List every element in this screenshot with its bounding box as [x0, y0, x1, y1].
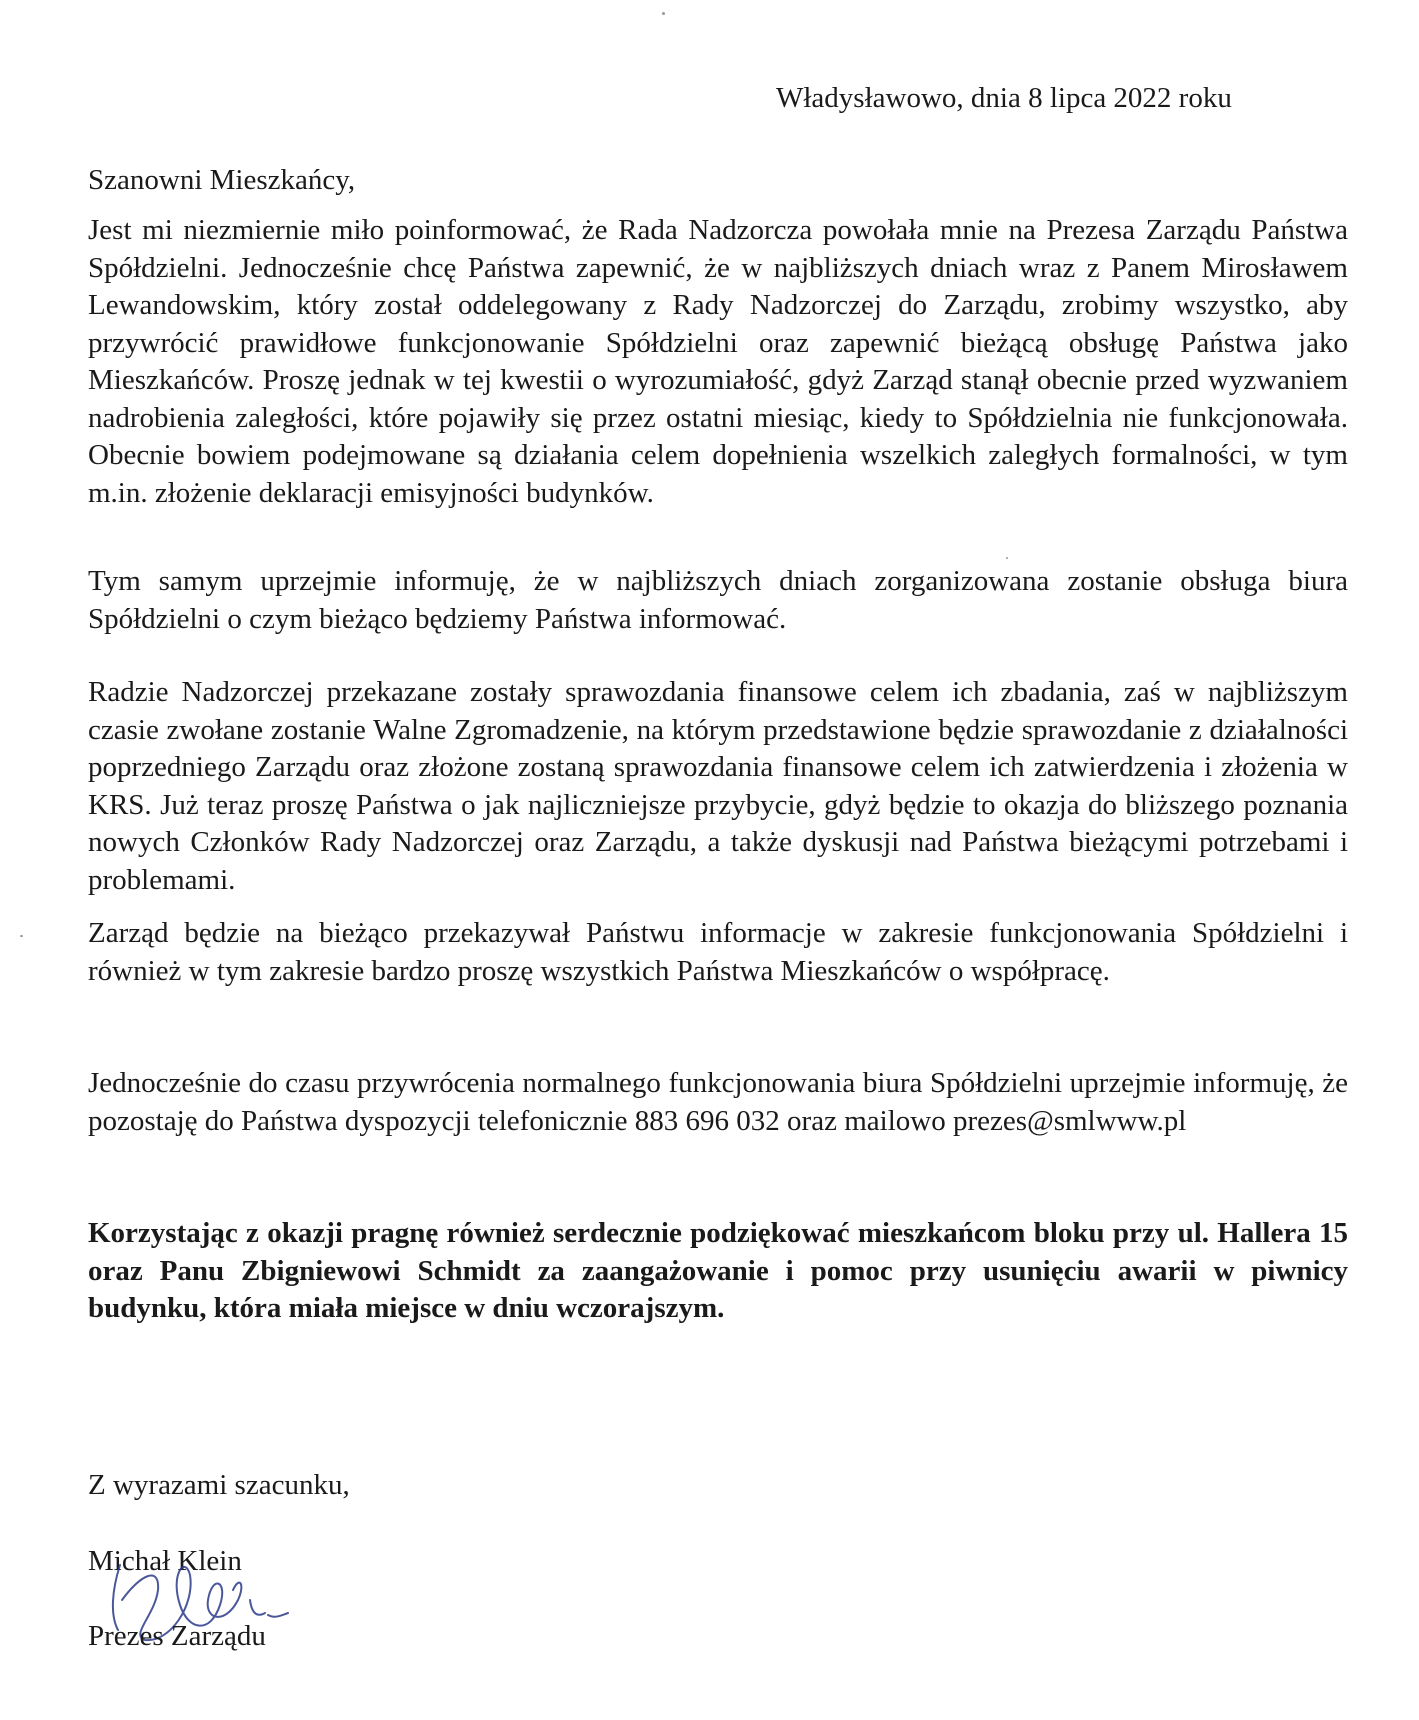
paragraph-general-meeting: Radzie Nadzorczej przekazane zostały sprawozdania finansowe celem ich zbadania, zaś w najbliższym czasie zwołane zostanie Walne Zgromadzenie, na którym przedstawione będzie sprawozdanie z działalności poprzedniego Zarządu oraz złożone zostaną sprawozdania finansowe celem ich zatwierdzenia i złożenia w KRS. Już teraz proszę Państwa o jak najliczniejsze przybycie, gdyż będzie to okazja do bliższego poznania nowych Członków Rady Nadzorczej oraz Zarządu, a także dyskusji nad Państwa bieżącymi potrzebami i problemami.: [88, 676, 1348, 896]
paragraph-cooperation: Zarząd będzie na bieżąco przekazywał Państwu informacje w zakresie funkcjonowania Spółdzielni i również w tym zakresie bardzo proszę wszystkich Państwa Mieszkańców o współpracę.: [88, 917, 1348, 987]
paragraph-1-container: [88, 212, 1348, 512]
paragraph-2-container: [88, 563, 1348, 638]
paragraph-office-service: Tym samym uprzejmie informuję, że w najbliższych dniach zorganizowana zostanie obsługa biura Spółdzielni o czym bieżąco będziemy Państwa informować.: [88, 565, 1348, 635]
closing-phrase: Z wyrazami szacunku,: [88, 1469, 350, 1501]
signatory-name: Michał Klein: [88, 1545, 242, 1577]
salutation: Szanowni Mieszkańcy,: [88, 164, 356, 196]
scan-speck: [1006, 557, 1008, 559]
signatory-title: Prezes Zarządu: [88, 1620, 266, 1652]
paragraph-4-container: [88, 915, 1348, 990]
scan-speck: [20, 935, 23, 937]
paragraph-contact: Jednocześnie do czasu przywrócenia normalnego funkcjonowania biura Spółdzielni uprzejmie informuję, że pozostaję do Państwa dyspozycji telefonicznie 883 696 032 oraz mailowo prezes@smlwww.pl: [88, 1067, 1348, 1137]
scan-speck: [662, 12, 665, 15]
date-line: Władysławowo, dnia 8 lipca 2022 roku: [776, 82, 1232, 114]
paragraph-5-container: [88, 1065, 1348, 1140]
paragraph-6-container: [88, 1215, 1348, 1328]
paragraph-thanks: Korzystając z okazji pragnę również serdecznie podziękować mieszkańcom bloku przy ul. Hallera 15 oraz Panu Zbigniewowi Schmidt za zaangażowanie i pomoc przy usunięciu awarii w piwnicy budynku, która miała miejsce w dniu wczorajszym.: [88, 1217, 1348, 1324]
paragraph-3-container: [88, 674, 1348, 899]
paragraph-appointment: Jest mi niezmiernie miło poinformować, że Rada Nadzorcza powołała mnie na Prezesa Zarządu Państwa Spółdzielni. Jednocześnie chcę Państwa zapewnić, że w najbliższych dniach wraz z Panem Mirosławem Lewandowskim, który został oddelegowany z Rady Nadzorczej do Zarządu, zrobimy wszystko, aby przywrócić prawidłowe funkcjonowanie Spółdzielni oraz zapewnić bieżącą obsługę Państwa jako Mieszkańców. Proszę jednak w tej kwestii o wyrozumiałość, gdyż Zarząd stanął obecnie przed wyzwaniem nadrobienia zaległości, które pojawiły się przez ostatni miesiąc, kiedy to Spółdzielnia nie funkcjonowała. Obecnie bowiem podejmowane są działania celem dopełnienia wszelkich zaległych formalności, w tym m.in. złożenie deklaracji emisyjności budynków.: [88, 214, 1348, 509]
